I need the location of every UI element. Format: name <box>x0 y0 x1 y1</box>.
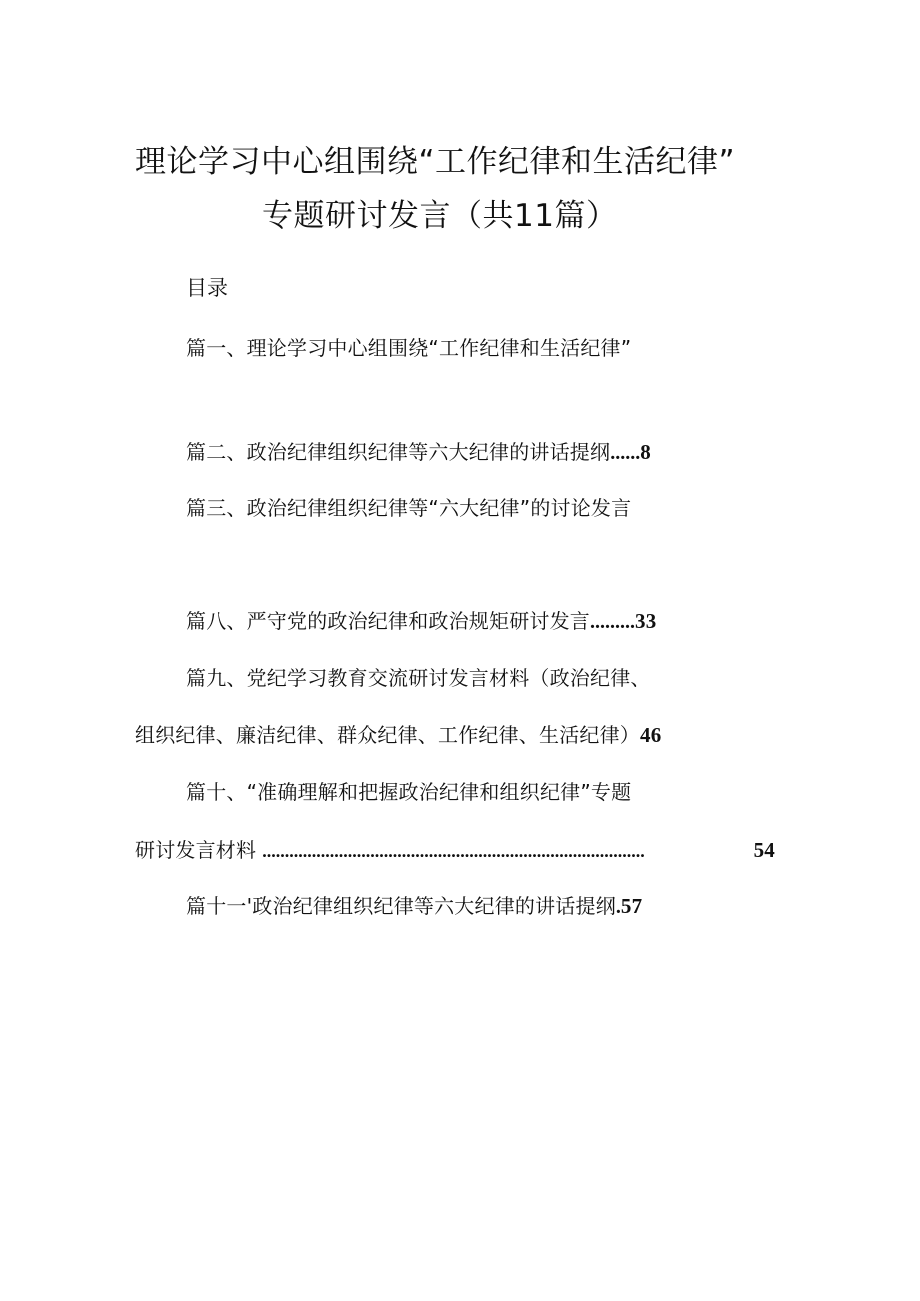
toc-entry-text: 篇一、理论学习中心组围绕“工作纪律和生活纪律” <box>186 336 632 360</box>
toc-entry-text: 篇三、政治纪律组织纪律等“六大纪律”的讨论发言 <box>186 496 632 520</box>
toc-entry-text: 篇八、严守党的政治纪律和政治规矩研讨发言 <box>186 609 590 633</box>
toc-heading: 目录 <box>186 276 228 300</box>
toc-page-number: 57 <box>620 894 643 918</box>
toc-entry-text: 篇十、“准确理解和把握政治纪律和组织纪律”专题 <box>186 780 632 804</box>
toc-page-number: 54 <box>753 838 775 862</box>
toc-entry-1[interactable] <box>186 332 631 361</box>
document-title-line-1: 理论学习中心组围绕“工作纪律和生活纪律” <box>135 144 736 180</box>
toc-entry-9-continued[interactable] <box>135 719 661 748</box>
toc-leader-dots: ..................................................................................... <box>262 841 645 861</box>
toc-leader-dots: . <box>615 896 621 918</box>
toc-entry-text: 篇二、政治纪律组织纪律等六大纪律的讲话提纲 <box>186 440 611 464</box>
toc-page-number: 33 <box>635 609 657 633</box>
toc-entry-8[interactable] <box>186 605 656 634</box>
toc-entry-text: 篇十一'政治纪律组织纪律等六大纪律的讲话提纲 <box>186 894 616 918</box>
toc-entry-10[interactable] <box>186 776 631 805</box>
toc-entry-11[interactable] <box>186 890 642 919</box>
toc-leader-dots: ......... <box>590 611 635 633</box>
toc-entry-2[interactable] <box>186 436 651 465</box>
toc-entry-3[interactable] <box>186 492 631 521</box>
toc-entry-10-continued[interactable] <box>135 834 775 863</box>
toc-page-number: 46 <box>640 723 662 747</box>
toc-page-number: 8 <box>640 440 651 464</box>
toc-entry-text: 研讨发言材料 <box>135 838 257 862</box>
toc-leader-dots: ...... <box>610 442 641 464</box>
toc-entry-9[interactable] <box>186 662 651 691</box>
document-title-line-2: 专题研讨发言（共11篇） <box>262 198 618 234</box>
toc-entry-text: 篇九、党纪学习教育交流研讨发言材料（政治纪律、 <box>186 666 651 690</box>
toc-entry-text: 组织纪律、廉洁纪律、群众纪律、工作纪律、生活纪律） <box>135 723 640 747</box>
